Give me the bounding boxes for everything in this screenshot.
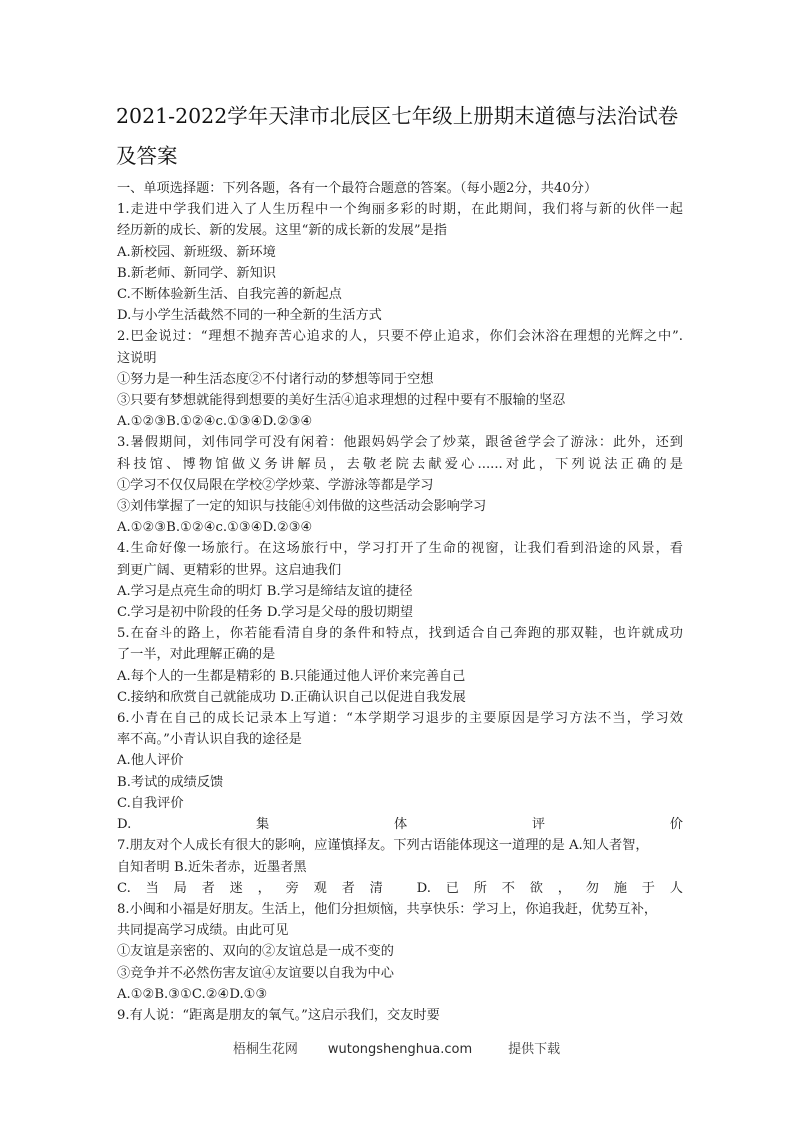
document-line: 9.有人说：“距离是朋友的氧气。”这启示我们，交友时要 (117, 1007, 440, 1023)
document-line: C.学习是初中阶段的任务 D.学习是父母的殷切期望 (117, 605, 414, 621)
document-line: 2.巴金说过：“理想不抛弃苦心追求的人，只要不停止追求，你们会沐浴在理想的光辉之中”. (117, 329, 683, 345)
document-line: 4.生命好像一场旅行。在这场旅行中，学习打开了生命的视窗，让我们看到沿途的风景，看 (117, 541, 683, 557)
document-line: 自知者明 B.近朱者赤，近墨者黑 (117, 859, 307, 875)
document-line: C.不断体验新生活、自我完善的新起点 (117, 287, 342, 303)
document-line: D.与小学生活截然不同的一种全新的生活方式 (117, 308, 382, 324)
document-line: C.当局者迷，旁观者清 D.已所不欲，勿施于人 (117, 880, 683, 896)
document-line: A.①②③B.①②④c.①③④D.②③④ (117, 520, 313, 536)
document-line: 率不高。”小青认识自我的途径是 (117, 732, 302, 748)
document-line: 3.暑假期间，刘伟同学可没有闲着：他跟妈妈学会了炒菜，跟爸爸学会了游泳：此外，还到 (117, 435, 683, 451)
document-line: ③刘伟掌握了一定的知识与技能④刘伟做的这些活动会影响学习 (117, 499, 487, 515)
document-line: ③竞争并不必然伤害友谊④友谊要以自我为中心 (117, 965, 394, 981)
document-line: A.他人评价 (117, 753, 184, 769)
footer-site-name: 梧桐生花网 (232, 1042, 298, 1057)
document-line: A.学习是点亮生命的明灯 B.学习是缔结友谊的捷径 (117, 583, 413, 599)
document-line: 6.小青在自己的成长记录本上写道：“本学期学习退步的主要原因是学习方法不当，学习效 (117, 711, 683, 727)
document-body (117, 178, 683, 1026)
document-line: A.每个人的一生都是精彩的 B.只能通过他人评价来完善自己 (117, 668, 466, 684)
document-line: 科技馆、博物馆做义务讲解员，去敬老院去献爱心......对此，下列说法正确的是 (117, 456, 683, 472)
document-line: 了一半，对此理解正确的是 (117, 647, 276, 663)
document-line: 共同提高学习成绩。由此可见 (117, 923, 289, 939)
document-line: 经历新的成长、新的发展。这里“新的成长新的发展”是指 (117, 223, 447, 239)
document-line: A.新校园、新班级、新环境 (117, 244, 276, 260)
document-line: 1.走进中学我们进入了人生历程中一个绚丽多彩的时期，在此期间，我们将与新的伙伴一起 (117, 202, 683, 218)
document-line: 到更广阔、更精彩的世界。这启迪我们 (117, 562, 342, 578)
document-line: 一、单项选择题：下列各题，各有一个最符合题意的答案。（每小题2分，共40分） (117, 181, 598, 196)
document-line: A.①②B.③①C.②④D.①③ (117, 986, 268, 1002)
document-line: ①友谊是亲密的、双向的②友谊总是一成不变的 (117, 944, 394, 960)
document-line: A.①②③B.①②④c.①③④D.②③④ (117, 414, 313, 430)
document-line: 7.朋友对个人成长有很大的影响，应谨慎择友。下列古语能体现这一道理的是 A.知人者智， (117, 838, 649, 854)
footer-url: wutongshenghua.com (327, 1042, 473, 1057)
document-line: C.自我评价 (117, 795, 184, 811)
page-title: 2021-2022学年天津市北辰区七年级上册期末道德与法治试卷及答案 (116, 104, 679, 168)
document-line: B.新老师、新同学、新知识 (117, 265, 276, 281)
document-line: 这说明 (117, 350, 157, 366)
footer-note: 提供下载 (508, 1042, 561, 1057)
document-line: ③只要有梦想就能得到想要的美好生活④追求理想的过程中要有不服输的坚忍 (117, 393, 566, 409)
document-line: ①努力是一种生活态度②不付诸行动的梦想等同于空想 (117, 371, 434, 387)
document-line: C.接纳和欣赏自己就能成功 D.正确认识自己以促进自我发展 (117, 689, 466, 705)
document-line: B.考试的成绩反馈 (117, 774, 224, 790)
document-line: D.集体评价 (117, 817, 683, 833)
document-line: 5.在奋斗的路上，你若能看清自身的条件和特点，找到适合自己奔跑的那双鞋，也许就成功 (117, 626, 683, 642)
document-line: ①学习不仅仅局限在学校②学炒菜、学游泳等都是学习 (117, 477, 434, 493)
document-line: 8.小闽和小福是好朋友。生活上，他们分担烦恼，共享快乐：学习上，你追我赶，优势互补， (117, 901, 658, 917)
page-footer (0, 1038, 793, 1057)
